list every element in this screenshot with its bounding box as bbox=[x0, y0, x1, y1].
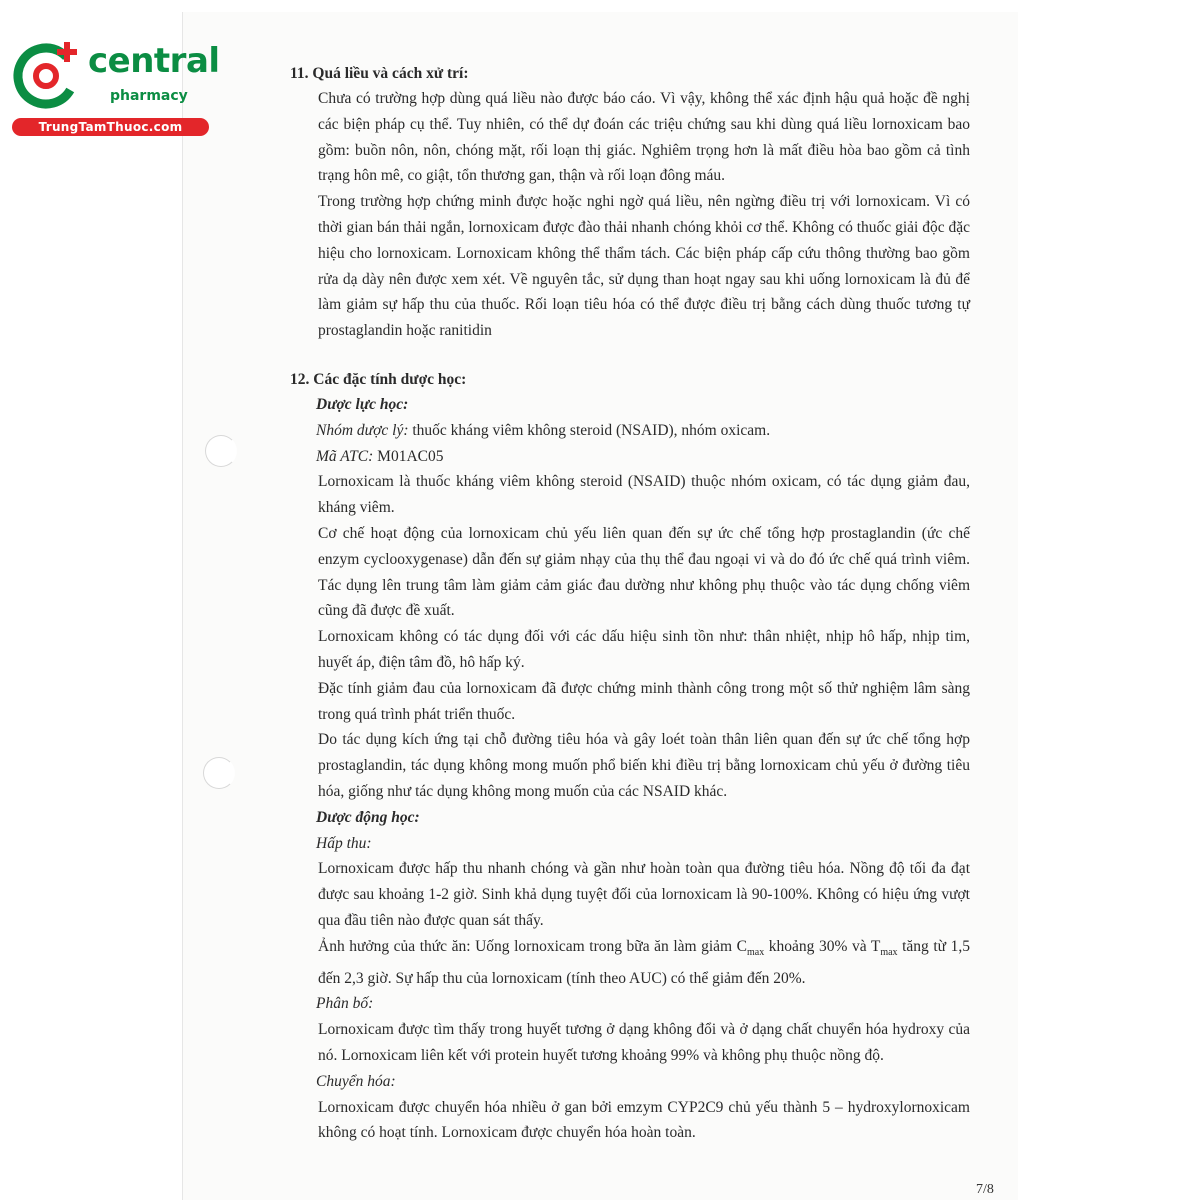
distribution-title: Phân bố: bbox=[316, 995, 374, 1013]
pd-paragraph-2: Cơ chế hoạt động của lornoxicam chủ yếu liên quan đến sự ức chế tổng hợp prostaglandin (ức chế enzym cyclooxygenase) dẫn đến sự giảm nhạy của thụ thể đau ngoại vi và do đó ức chế quá trình viêm. Tác dụng lên trung tâm làm giảm cảm giác đau dường như không phụ thuộc vào tác dụng chống viêm cũng đã được đề xuất. bbox=[318, 524, 970, 620]
logo-emblem-icon bbox=[10, 36, 90, 116]
metabolism-paragraph: Lornoxicam được chuyển hóa nhiều ở gan bởi emzym CYP2C9 chủ yếu thành 5 – hydroxylornoxicam không có hoạt tính. Lornoxicam được chuyển hóa hoàn toàn. bbox=[318, 1098, 970, 1142]
tmax-subscript: max bbox=[880, 946, 898, 958]
pd-paragraph-4: Đặc tính giảm đau của lornoxicam đã được chứng minh thành công trong một số thử nghiệm lâm sàng trong quá trình phát triển thuốc. bbox=[318, 679, 970, 723]
food-effect-text-b: khoảng 30% và T bbox=[764, 937, 881, 955]
punch-hole bbox=[205, 435, 237, 467]
pd-paragraph-3: Lornoxicam không có tác dụng đối với các dấu hiệu sinh tồn như: thân nhiệt, nhịp hô hấp, nhịp tim, huyết áp, điện tâm đồ, hô hấp ký. bbox=[318, 628, 970, 671]
food-effect-text-a: Ảnh hưởng của thức ăn: Uống lornoxicam trong bữa ăn làm giảm C bbox=[318, 937, 748, 955]
section-11-heading: 11. Quá liều và cách xử trí: bbox=[290, 65, 469, 82]
pd-paragraph-1: Lornoxicam là thuốc kháng viêm không steroid (NSAID) thuộc nhóm oxicam, có tác dụng giảm đau, kháng viêm. bbox=[318, 473, 970, 517]
atc-label: Mã ATC: bbox=[316, 447, 374, 465]
group-value: thuốc kháng viêm không steroid (NSAID), nhóm oxicam. bbox=[408, 421, 771, 439]
page-number: 7/8 bbox=[976, 1182, 994, 1197]
document-body bbox=[290, 62, 970, 1146]
atc-code bbox=[316, 444, 970, 470]
pharmacodynamics-title: Dược lực học: bbox=[316, 395, 409, 413]
logo-brand: central bbox=[88, 41, 220, 81]
distribution-paragraph: Lornoxicam được tìm thấy trong huyết tương ở dạng không đổi và ở dạng chất chuyển hóa hydroxy của nó. Lornoxicam liên kết với protein huyết tương khoảng 99% và không phụ thuộc nồng độ. bbox=[318, 1021, 970, 1064]
pharmacological-group bbox=[316, 418, 970, 444]
section-12-heading: 12. Các đặc tính dược học: bbox=[290, 370, 467, 388]
group-label: Nhóm dược lý: bbox=[316, 421, 409, 439]
punch-hole bbox=[203, 757, 235, 789]
metabolism-title: Chuyển hóa: bbox=[316, 1072, 396, 1090]
pd-paragraph-5: Do tác dụng kích ứng tại chỗ đường tiêu hóa và gây loét toàn thân liên quan đến sự ức chế tổng hợp prostaglandin, tác dụng không mong muốn phổ biến khi điều trị bằng lornoxicam chủ yếu ở đường tiêu hóa, giống như tác dụng không mong muốn của các NSAID khác. bbox=[318, 731, 970, 800]
section-11-paragraph-2: Trong trường hợp chứng minh được hoặc nghi ngờ quá liều, nên ngừng điều trị với lornoxicam. Vì có thời gian bán thải ngắn, lornoxicam được đào thải nhanh chóng khỏi cơ thể. Không có thuốc giải độc đặc hiệu cho lornoxicam. Lornoxicam không thể thẩm tách. Các biện pháp cấp cứu thông thường bao gồm rửa dạ dày nên được xem xét. Về nguyên tắc, sử dụng than hoạt ngay sau khi uống lornoxicam là đủ để làm giảm sự hấp thu của thuốc. Rối loạn tiêu hóa có thể được điều trị bằng cách dùng thuốc tương tự prostaglandin hoặc ranitidin bbox=[318, 193, 970, 340]
food-effect-text-c: tăng từ 1,5 đến 2,3 giờ. Sự hấp thu của lornoxicam (tính theo AUC) có thể giảm đến 20%. bbox=[318, 937, 970, 987]
absorption-paragraph-2 bbox=[318, 934, 970, 992]
absorption-paragraph-1: Lornoxicam được hấp thu nhanh chóng và gần như hoàn toàn qua đường tiêu hóa. Nồng độ tối đa đạt được sau khoảng 1-2 giờ. Sinh khả dụng tuyệt đối của lornoxicam là 90-100%. Không có hiệu ứng vượt qua đầu tiên nào được quan sát thấy. bbox=[318, 860, 970, 929]
section-11-paragraph-1: Chưa có trường hợp dùng quá liều nào được báo cáo. Vì vậy, không thể xác định hậu quả hoặc đề nghị các biện pháp cụ thể. Tuy nhiên, có thể dự đoán các triệu chứng sau khi dùng quá liều lornoxicam bao gồm: buồn nôn, nôn, chóng mặt, rối loạn thị giác. Nghiêm trọng hơn là mất điều hòa bao gồm cả tình trạng hôn mê, co giật, tổn thương gan, thận và rối loạn đông máu. bbox=[318, 90, 970, 185]
absorption-title: Hấp thu: bbox=[316, 834, 372, 852]
atc-value: M01AC05 bbox=[373, 447, 444, 465]
logo-subtitle: pharmacy bbox=[110, 88, 188, 104]
cmax-subscript: max bbox=[747, 946, 765, 958]
pharmacokinetics-title: Dược động học: bbox=[316, 808, 420, 826]
logo-site-banner: TrungTamThuoc.com bbox=[12, 118, 209, 136]
